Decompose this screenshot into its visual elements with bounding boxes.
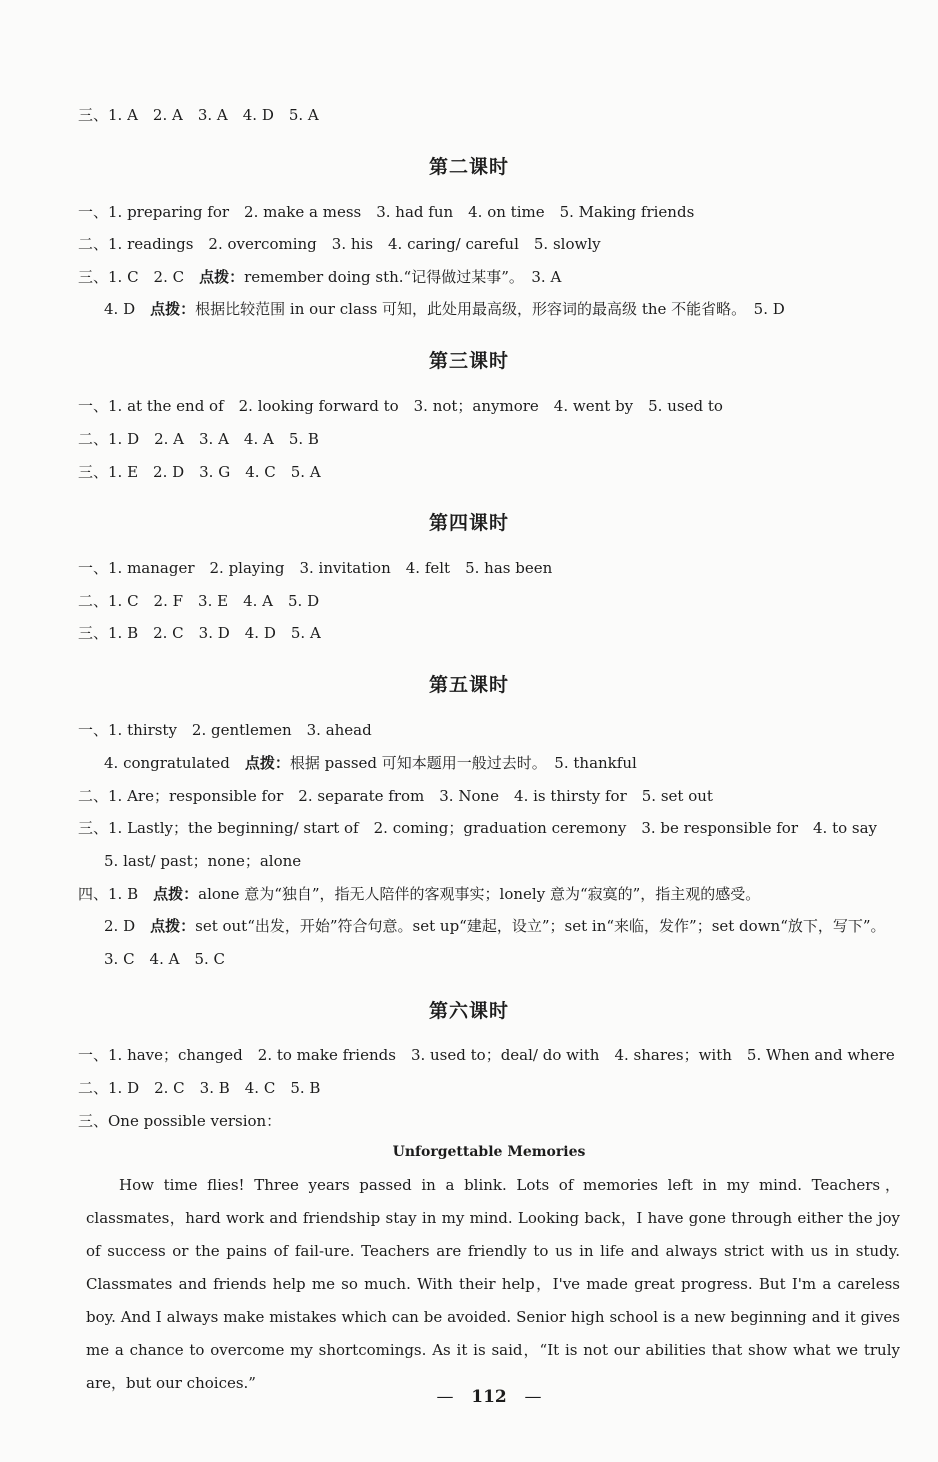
answer-text: 4. D xyxy=(104,300,151,318)
section-heading-5: 第五课时 xyxy=(428,674,509,696)
answer-row-sec5-8: 3. C 4. A 5. C xyxy=(104,950,226,968)
answer-text: 2. D xyxy=(104,917,151,935)
answer-row-sec5-3: 二、1. Are；responsible for 2. separate from 3. None 4. is thirsty for 5. set out xyxy=(78,787,713,805)
answer-row-sec5-4: 三、1. Lastly；the beginning/ start of 2. coming；graduation ceremony 3. be responsible for 4. to say xyxy=(78,819,878,837)
answer-row-sec6-2: 二、1. D 2. C 3. B 4. C 5. B xyxy=(78,1079,321,1097)
answer-row-sec5-5: 5. last/ past；none；alone xyxy=(104,852,302,870)
answer-row-sec5-2 xyxy=(104,753,637,773)
hint-label: 点拨： xyxy=(150,300,196,318)
answer-row-sec2-3 xyxy=(78,267,561,287)
answer-row-sec2-1: 一、1. preparing for 2. make a mess 3. had fun 4. on time 5. Making friends xyxy=(78,203,695,221)
hint-text: set out“出发，开始”符合句意。set up“建起，设立”；set in“来临，发作”；set down“放下，写下”。 xyxy=(195,917,886,935)
answer-row-sec6-1: 一、1. have；changed 2. to make friends 3. used to；deal/ do with 4. shares；with 5. When and where xyxy=(78,1046,895,1064)
hint-text: 根据比较范围 in our class 可知，此处用最高级，形容词的最高级 the 不能省略。 5. D xyxy=(195,300,785,318)
hint-label: 点拨： xyxy=(244,754,290,772)
answer-row-sec3-3: 三、1. E 2. D 3. G 4. C 5. A xyxy=(78,463,321,481)
hint-text: remember doing sth.“记得做过某事”。 3. A xyxy=(244,268,562,286)
answer-row-sec2-2: 二、1. readings 2. overcoming 3. his 4. caring/ careful 5. slowly xyxy=(78,235,601,253)
answer-row-sec5-1: 一、1. thirsty 2. gentlemen 3. ahead xyxy=(78,721,372,739)
answer-text: 三、1. C 2. C xyxy=(78,268,200,286)
answer-row-sec3-1: 一、1. at the end of 2. looking forward to 3. not；anymore 4. went by 5. used to xyxy=(78,397,723,415)
section-heading-6: 第六课时 xyxy=(428,1000,509,1022)
answer-text: 四、1. B xyxy=(78,885,154,903)
answer-text: 4. congratulated xyxy=(104,754,245,772)
footer-dash-right: — xyxy=(524,1387,542,1407)
section-heading-3: 第三课时 xyxy=(428,350,509,372)
section-heading-4: 第四课时 xyxy=(428,512,509,534)
answer-row-sec5-7 xyxy=(104,916,886,936)
hint-text: alone 意为“独自”，指无人陪伴的客观事实；lonely 意为“寂寞的”，指主观的感受。 xyxy=(198,885,761,903)
hint-label: 点拨： xyxy=(150,917,196,935)
hint-label: 点拨： xyxy=(199,268,245,286)
section-heading-2: 第二课时 xyxy=(428,156,509,178)
answer-row-sec1-3: 三、1. A 2. A 3. A 4. D 5. A xyxy=(78,106,319,124)
hint-text: 根据 passed 可知本题用一般过去时。 5. thankful xyxy=(289,754,637,772)
page-footer xyxy=(0,1387,938,1407)
essay-body: How time flies! Three years passed in a blink. Lots of memories left in my mind. Teachers，classmates，hard work and friendship stay in my mind. Looking back，I have gone through either the joy of success or the pains of fail-ure. Teachers are friendly to us in life and always strict with us in study. Classmates and friends help me so much. With their help，I've made great progress. But I'm a careless boy. And I always make mistakes which can be avoided. Senior high school is a new beginning and it gives me a chance to overcome my shortcomings. As it is said，“It is not our abilities that show what we truly are，but our choices.” xyxy=(86,1176,900,1392)
answer-row-sec4-1: 一、1. manager 2. playing 3. invitation 4. felt 5. has been xyxy=(78,559,553,577)
page-number: 112 xyxy=(471,1387,507,1407)
footer-dash-left: — xyxy=(436,1387,454,1407)
answer-row-sec6-3: 三、One possible version： xyxy=(78,1112,282,1130)
answer-row-sec4-3: 三、1. B 2. C 3. D 4. D 5. A xyxy=(78,624,321,642)
hint-label: 点拨： xyxy=(153,885,199,903)
answer-row-sec4-2: 二、1. C 2. F 3. E 4. A 5. D xyxy=(78,592,320,610)
answer-row-sec5-6 xyxy=(78,884,760,904)
answer-row-sec2-4 xyxy=(104,299,785,319)
essay-title: Unforgettable Memories xyxy=(392,1144,586,1160)
answer-row-sec3-2: 二、1. D 2. A 3. A 4. A 5. B xyxy=(78,430,319,448)
